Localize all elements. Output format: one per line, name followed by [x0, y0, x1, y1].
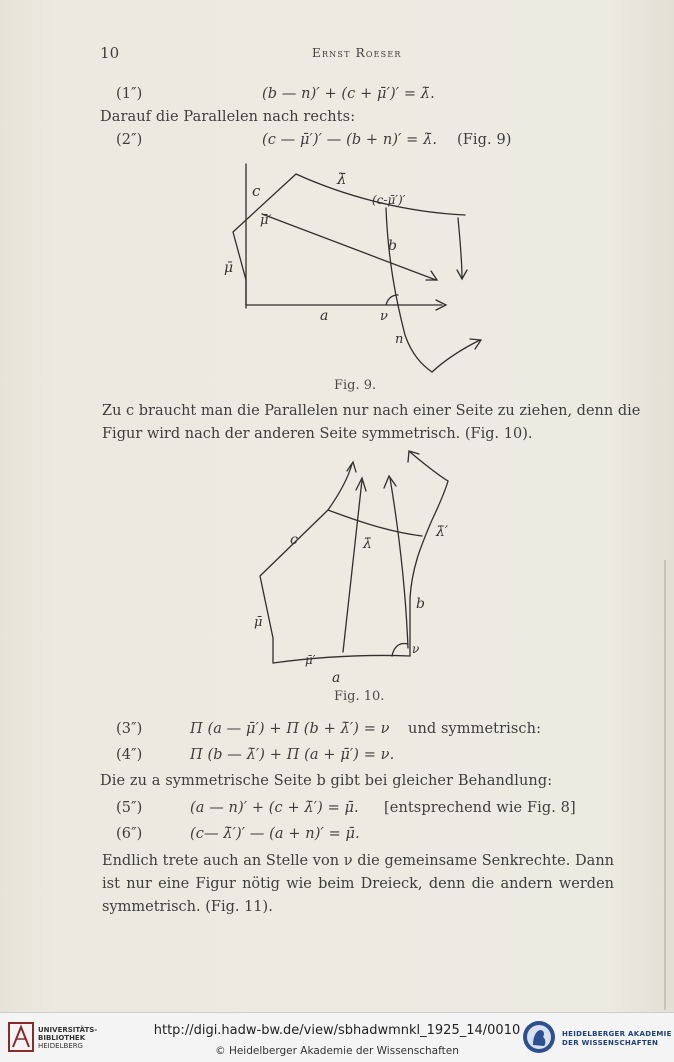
viewer-footer: [0, 1012, 674, 1062]
fig10-label-mu: μ̄: [254, 615, 263, 630]
fig10-label-lambda: λ̄: [363, 536, 372, 552]
paragraph1-line1: Zu c braucht man die Parallelen nur nach einer Seite zu ziehen, denn die: [102, 403, 641, 419]
fig10-label-lambda-prime: λ̄′: [436, 524, 449, 540]
fig9-label-n: n: [395, 332, 404, 347]
eq2-number: (2″): [116, 132, 143, 148]
eq1-number: (1″): [116, 86, 143, 102]
eq3-tail: und symmetrisch:: [408, 721, 542, 737]
academy-seal-icon: [522, 1019, 556, 1055]
eq4-expression: Π (b — λ̄′) + Π (a + μ̄′) = ν.: [190, 747, 395, 763]
academy-name: HEIDELBERGER AKADEMIE DER WISSENSCHAFTEN: [562, 1030, 672, 1047]
fig10-label-mu-prime: μ̄′: [305, 653, 316, 667]
fig9-label-c-mu: (c-μ̄′)′: [372, 193, 406, 207]
fig10-label-b: b: [416, 596, 425, 612]
fig9-label-c: c: [252, 182, 261, 200]
text-parallels-right: Darauf die Parallelen nach rechts:: [100, 109, 356, 125]
university-library-name: UNIVERSITÄTS- BIBLIOTHEK HEIDELBERG: [38, 1026, 98, 1050]
fig9-label-lambda: λ̄: [337, 170, 347, 188]
fig10-label-c: c: [290, 532, 298, 548]
eq5-number: (5″): [116, 800, 143, 816]
fig10-label-a: a: [332, 670, 341, 686]
fig9-label-b: b: [388, 238, 397, 254]
paragraph1-line2: Figur wird nach der anderen Seite symmetrisch. (Fig. 10).: [102, 426, 533, 442]
copyright-notice: © Heidelberger Akademie der Wissenschaften: [215, 1045, 459, 1057]
fig9-label-mu: μ̄: [224, 260, 234, 276]
fig10-caption: Fig. 10.: [334, 689, 385, 704]
paragraph2-line2: ist nur eine Figur nötig wie beim Dreieck, denn die andern werden: [102, 876, 614, 892]
eq6-number: (6″): [116, 826, 143, 842]
page-edge-shadow: [664, 560, 666, 1010]
figure-10: [240, 448, 470, 686]
fig9-label-nu: ν: [380, 309, 388, 324]
permalink-url[interactable]: http://digi.hadw-bw.de/view/sbhadwmnkl_1925_14/0010: [153, 1023, 521, 1038]
eq1-expression: (b — n)′ + (c + μ̄′)′ = λ̄.: [262, 86, 435, 102]
eq5-tail: [entsprechend wie Fig. 8]: [384, 800, 576, 816]
eq5-expression: (a — n)′ + (c + λ̄′) = μ̄.: [190, 800, 359, 816]
fig9-label-a: a: [320, 308, 329, 324]
running-head: Ernst Roeser: [312, 46, 402, 60]
fig9-label-mu-prime: μ̄′: [260, 213, 272, 228]
eq6-expression: (c— λ̄′)′ — (a + n)′ = μ̄.: [190, 826, 360, 842]
fig10-label-nu: ν: [412, 642, 420, 656]
page-number: 10: [100, 44, 120, 62]
text-symmetric-side: Die zu a symmetrische Seite b gibt bei gleicher Behandlung:: [100, 773, 553, 789]
eq3-number: (3″): [116, 721, 143, 737]
eq4-number: (4″): [116, 747, 143, 763]
paragraph2-line1: Endlich trete auch an Stelle von ν die gemeinsame Senkrechte. Dann: [102, 853, 614, 869]
paragraph2-line3: symmetrisch. (Fig. 11).: [102, 899, 273, 915]
figure-9: [200, 160, 500, 375]
eq3-expression: Π (a — μ̄′) + Π (b + λ̄′) = ν: [190, 721, 390, 737]
academy-logo: [522, 1019, 556, 1059]
eq2-expression: (c — μ̄′)′ — (b + n)′ = λ̄.: [262, 132, 438, 148]
fig9-caption: Fig. 9.: [334, 378, 377, 393]
eq2-figure-ref: (Fig. 9): [457, 132, 512, 148]
